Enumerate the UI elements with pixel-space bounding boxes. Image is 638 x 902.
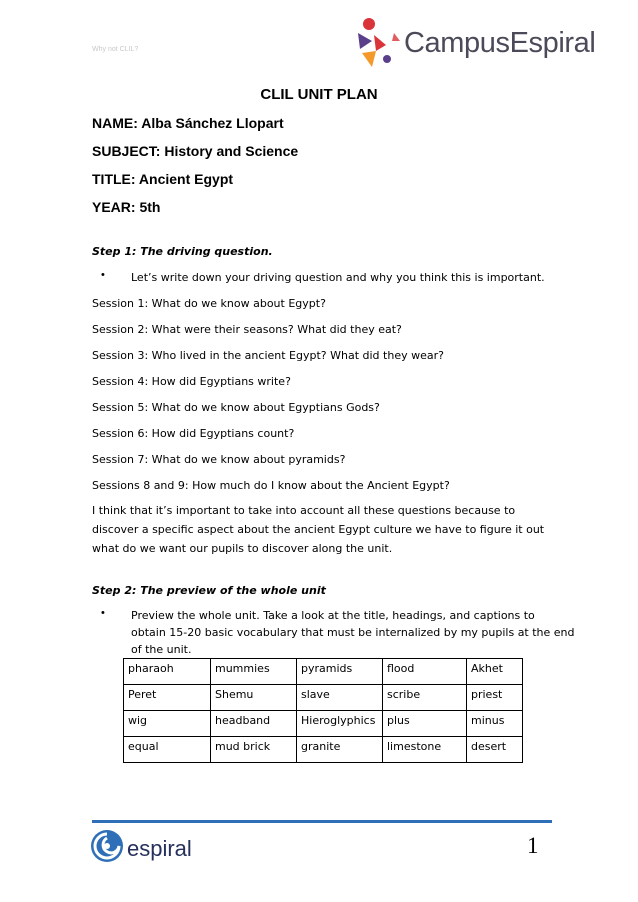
vocab-cell: headband: [211, 711, 297, 737]
vocab-cell: wig: [124, 711, 211, 737]
table-row: [124, 737, 523, 763]
bullet-icon: •: [101, 607, 105, 619]
vocab-cell: scribe: [383, 685, 467, 711]
espiral-logo: [90, 828, 200, 868]
vocab-cell: limestone: [383, 737, 467, 763]
vocab-cell: Akhet: [467, 659, 523, 685]
table-row: [124, 685, 523, 711]
vocab-cell: pharaoh: [124, 659, 211, 685]
vocab-cell: Shemu: [211, 685, 297, 711]
vocabulary-table: [123, 658, 523, 763]
vocab-cell: pyramids: [297, 659, 383, 685]
step1-heading: Step 1: The driving question.: [92, 245, 273, 258]
bullet-icon: •: [101, 269, 105, 281]
vocab-cell: flood: [383, 659, 467, 685]
vocab-cell: equal: [124, 737, 211, 763]
step2-bullet-line: obtain 15-20 basic vocabulary that must be internalized by my pupils at the end: [131, 626, 575, 639]
campus-espiral-logo: [352, 15, 602, 75]
page-number: 1: [527, 833, 539, 858]
session-item: Session 5: What do we know about Egyptians Gods?: [92, 401, 380, 414]
session-item: Session 2: What were their seasons? What did they eat?: [92, 323, 402, 336]
meta-title: TITLE: Ancient Egypt: [92, 171, 234, 187]
vocab-cell: priest: [467, 685, 523, 711]
step1-bullet: Let’s write down your driving question and why you think this is important.: [131, 271, 545, 284]
header-note: Why not CLIL?: [92, 46, 139, 53]
vocab-cell: minus: [467, 711, 523, 737]
table-row: [124, 659, 523, 685]
page-title: CLIL UNIT PLAN: [260, 86, 378, 103]
session-item: Session 3: Who lived in the ancient Egypt? What did they wear?: [92, 349, 444, 362]
meta-name: NAME: Alba Sánchez Llopart: [92, 115, 284, 131]
step2-bullet-line: Preview the whole unit. Take a look at the title, headings, and captions to: [131, 609, 535, 622]
vocab-cell: slave: [297, 685, 383, 711]
step2-bullet-line: of the unit.: [131, 643, 192, 656]
session-item: Session 4: How did Egyptians write?: [92, 375, 291, 388]
table-row: [124, 711, 523, 737]
meta-subject: SUBJECT: History and Science: [92, 143, 299, 159]
vocab-cell: Hieroglyphics: [297, 711, 383, 737]
vocab-cell: plus: [383, 711, 467, 737]
step1-paragraph: I think that it’s important to take into account all these questions because to discover a specific aspect about the ancient Egypt culture we have to figure it out what do we want our pupils to discover along the unit.: [92, 504, 545, 555]
vocab-cell: mummies: [211, 659, 297, 685]
campus-espiral-mark-icon: [352, 15, 406, 75]
vocab-cell: granite: [297, 737, 383, 763]
meta-year: YEAR: 5th: [92, 199, 161, 215]
session-item: Session 7: What do we know about pyramids?: [92, 453, 346, 466]
session-item: Session 6: How did Egyptians count?: [92, 427, 295, 440]
vocab-cell: mud brick: [211, 737, 297, 763]
vocab-cell: desert: [467, 737, 523, 763]
step2-heading: Step 2: The preview of the whole unit: [92, 584, 326, 597]
espiral-swirl-icon: [90, 828, 124, 864]
campus-espiral-wordmark: CampusEspiral: [404, 27, 596, 59]
espiral-wordmark: espiral: [127, 836, 192, 861]
session-item: Session 1: What do we know about Egypt?: [92, 297, 326, 310]
session-item: Sessions 8 and 9: How much do I know about the Ancient Egypt?: [92, 479, 450, 492]
footer-divider: [92, 820, 552, 823]
vocab-cell: Peret: [124, 685, 211, 711]
